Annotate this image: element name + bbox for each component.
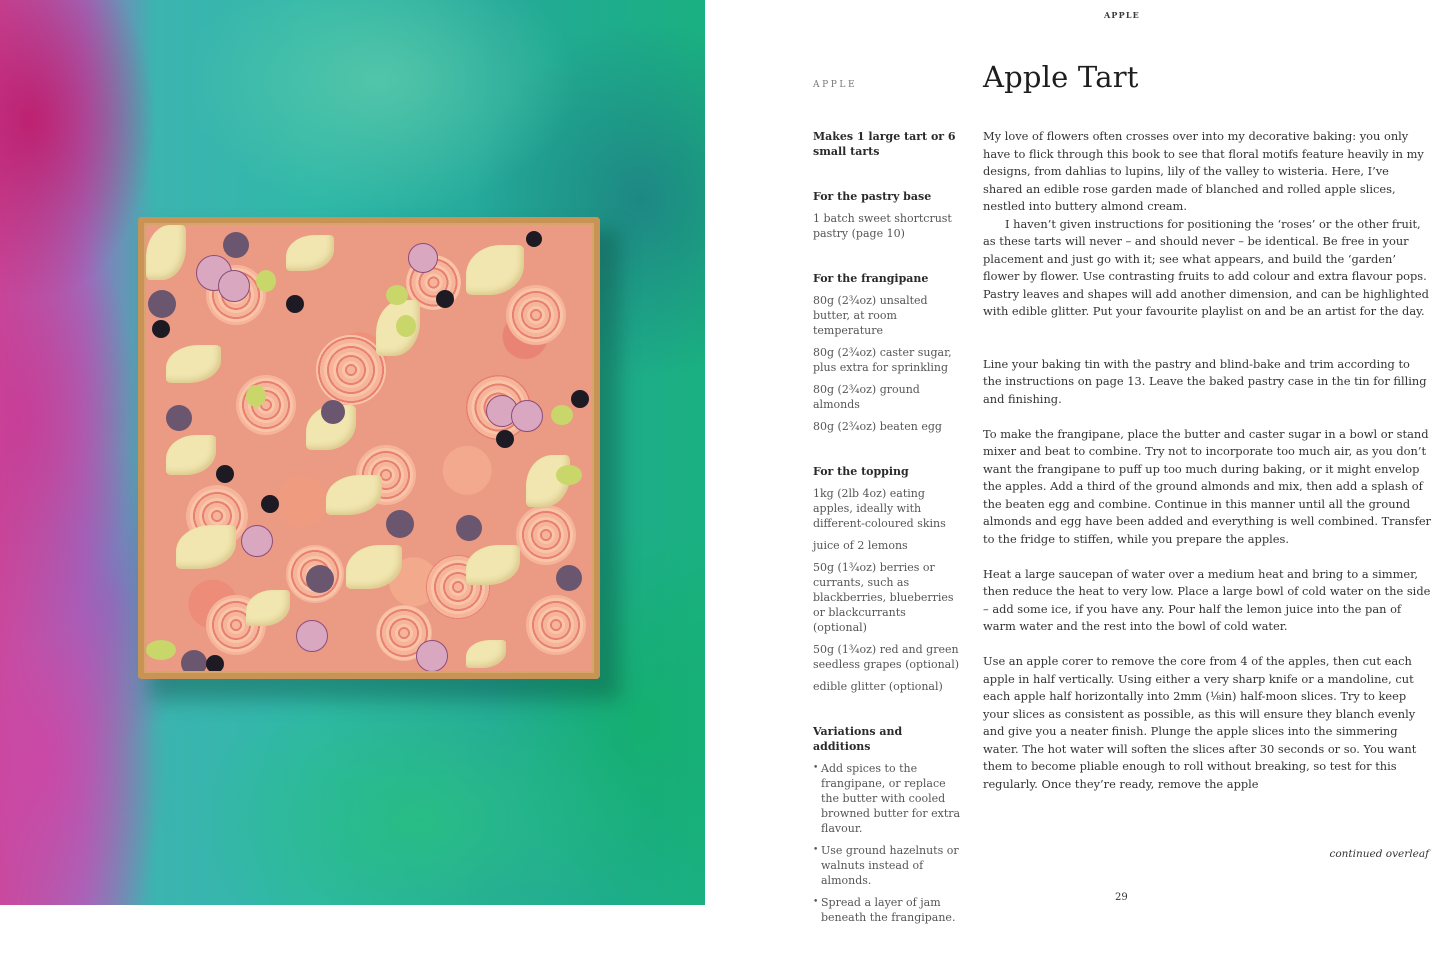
running-head: APPLE [1104, 10, 1140, 20]
variation-item: • Use ground hazelnuts or walnuts instead of almonds. [813, 843, 961, 888]
recipe-photo [0, 0, 705, 905]
chapter-label: APPLE [813, 80, 858, 90]
grape-slice [511, 400, 543, 432]
blackberry [436, 290, 454, 308]
pastry-leaf [246, 590, 290, 626]
grape [386, 510, 414, 538]
pastry-leaf [286, 235, 334, 271]
grape [321, 400, 345, 424]
grape [456, 515, 482, 541]
pastry-leaf [166, 345, 221, 383]
blackberry [216, 465, 234, 483]
ingredient-item: edible glitter (optional) [813, 680, 943, 693]
blackberry [152, 320, 170, 338]
variations-heading: Variations and additions [813, 725, 903, 753]
grape-slice [296, 620, 328, 652]
grape [223, 232, 249, 258]
blackberry [526, 231, 542, 247]
ingredient-group-frangipane [813, 271, 961, 434]
intro-paragraph: I haven’t given instructions for positioning the ‘roses’ or the other fruit, as these tarts will never – and should never – be identical. Be free in your placement and just go with it; see what appears, and build the ‘garden’ flower by flower. Use contrasting fruits to add colour and extra flavour pops. Pastry leaves and shapes will add another dimension, and can be highlighted with edible glitter. Put your favourite playlist on and be an artist for the day. [983, 216, 1429, 318]
grape-slice [218, 270, 250, 302]
grape-slice [408, 243, 438, 273]
ingredient-item: 80g (2¾oz) beaten egg [813, 420, 942, 433]
method-step: Heat a large saucepan of water over a medium heat and bring to a simmer, then reduce the heat to very low. Place a large bowl of cold water on the side – add some ice, if you have any. Pour half the lemon juice into the pan of warm water and the rest into the bowl of cold water. [983, 566, 1431, 633]
pastry-leaf [146, 225, 186, 280]
method-step: To make the frangipane, place the butter and caster sugar in a bowl or stand mixer and beat to combine. Try not to incorporate too much air, as you don’t want the frangipane to puff up too much during baking, or it might envelop the apples. Add a third of the ground almonds and mix, then add a splash of the beaten egg and combine. Continue in this manner until all the ground almonds and egg have been added and everything is well combined. Transfer to the fridge to stiffen, while you prepare the apples. [983, 426, 1432, 546]
grape [556, 565, 582, 591]
intro-paragraph: My love of flowers often crosses over into my decorative baking: you only have to flick through this book to see that floral motifs feature heavily in my designs, from dahlias to lupins, lily of the valley to wisteria. Here, I’ve shared an edible rose garden made of blanched and rolled apple slices, nestled into buttery almond cream. [983, 129, 1424, 213]
ingredient-group-heading: For the pastry base [813, 190, 932, 203]
green-grape [246, 385, 266, 407]
grape-slice [416, 640, 448, 671]
blackberry [571, 390, 589, 408]
ingredient-item: 50g (1¾oz) red and green seedless grapes (optional) [813, 643, 960, 671]
pastry-leaf [466, 640, 506, 668]
grape [306, 565, 334, 593]
grape-slice [241, 525, 273, 557]
ingredient-group-heading: For the topping [813, 465, 909, 478]
blackberry [286, 295, 304, 313]
ingredient-item: 80g (2¾oz) caster sugar, plus extra for sprinkling [813, 346, 952, 374]
apple-rose [516, 505, 576, 565]
tart-topping [146, 225, 592, 671]
method-step: Use an apple corer to remove the core from 4 of the apples, then cut each apple in half vertically. Using either a very sharp knife or a mandoline, cut each apple half horizontally into 2mm (⅛in) half-moon slices. Try to keep your slices as consistent as possible, as this will ensure they blanch evenly and give you a neater finish. Plunge the apple slices into the simmering water. The hot water will soften the slices after 30 seconds or so. You want them to become pliable enough to roll without breaking, so test for this regularly. Once they’re ready, remove the apple [983, 654, 1417, 791]
pastry-leaf [466, 545, 520, 585]
ingredient-group-topping [813, 464, 961, 694]
apple-tart-image [138, 217, 600, 679]
ingredient-item: 80g (2¾oz) unsalted butter, at room temperature [813, 294, 928, 337]
ingredients-sidebar [813, 129, 961, 955]
variations-group [813, 724, 961, 925]
ingredient-item: 80g (2¾oz) ground almonds [813, 383, 920, 411]
ingredient-item: 1 batch sweet shortcrust pastry (page 10) [813, 212, 952, 240]
pastry-leaf [346, 545, 402, 589]
variation-item: • Add spices to the frangipane, or replace the butter with cooled browned butter for extra flavour. [813, 761, 961, 836]
variation-item: • Spread a layer of jam beneath the frangipane. [813, 895, 961, 925]
apple-rose [236, 375, 296, 435]
ingredient-group-pastry-base [813, 189, 961, 241]
green-grape [146, 640, 176, 660]
grape [181, 650, 207, 671]
pastry-leaf [326, 475, 382, 515]
method-step: Line your baking tin with the pastry and blind-bake and trim according to the instructions on page 13. Leave the baked pastry case in the tin for filling and finishing. [983, 356, 1427, 406]
ingredient-item: juice of 2 lemons [813, 539, 908, 552]
variations-list [813, 761, 961, 925]
pastry-leaf [176, 525, 236, 569]
page-number: 29 [1115, 892, 1128, 903]
ingredient-item: 1kg (2lb 4oz) eating apples, ideally with different-coloured skins [813, 487, 946, 530]
green-grape [396, 315, 416, 337]
pastry-leaf [466, 245, 524, 295]
ingredient-group-heading: For the frangipane [813, 272, 929, 285]
grape [148, 290, 176, 318]
blackberry [496, 430, 514, 448]
green-grape [386, 285, 408, 305]
green-grape [256, 270, 276, 292]
apple-rose [506, 285, 566, 345]
recipe-body [983, 128, 1431, 793]
recipe-yield: Makes 1 large tart or 6 small tarts [813, 130, 956, 158]
blackberry [261, 495, 279, 513]
green-grape [551, 405, 573, 425]
continued-overleaf: continued overleaf [1329, 848, 1429, 860]
blackberry [206, 655, 224, 671]
apple-rose [526, 595, 586, 655]
grape [166, 405, 192, 431]
pastry-leaf [166, 435, 216, 475]
ingredient-item: 50g (1¾oz) berries or currants, such as blackberries, blueberries or blackcurrants (optional) [813, 561, 954, 634]
recipe-title: Apple Tart [983, 60, 1139, 94]
green-grape [556, 465, 582, 485]
